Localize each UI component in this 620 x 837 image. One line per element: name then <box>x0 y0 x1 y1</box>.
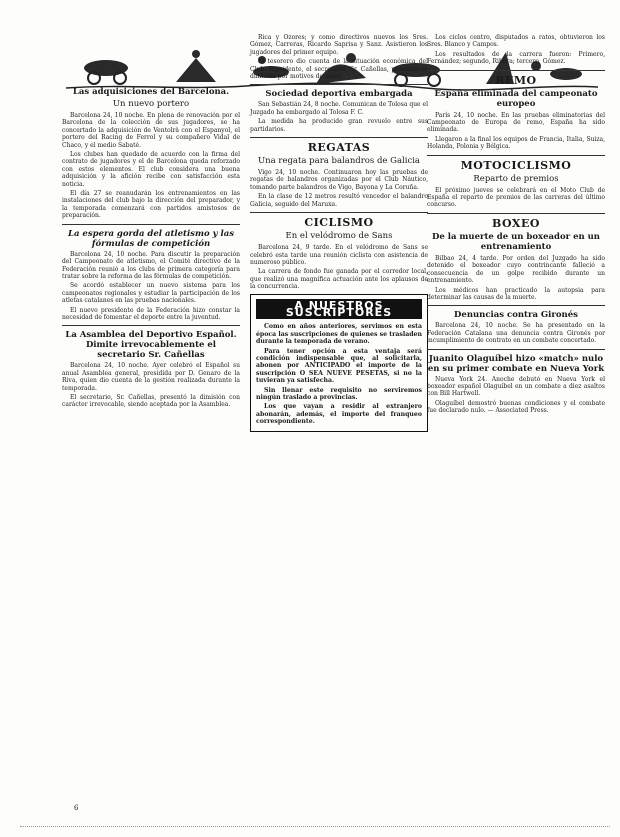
paragraph: La medida ha producido gran revuelo entre sus partidarios. <box>250 118 428 133</box>
divider <box>62 224 240 225</box>
paragraph: Barcelona 24, 10 noche. Se ha presentado en la Federación Catalana una denuncia contra Gironés por incumplimiento de contrato en un combate concertado. <box>427 322 605 345</box>
paragraph: San Sebastián 24, 8 noche. Comunican de Tolosa que el Juzgado ha embargado al Tolosa F. C. <box>250 101 428 116</box>
subhead-motociclismo: Reparto de premios <box>473 173 559 184</box>
paragraph: Los resultados de la carrera fueron: Primero, Fernández; segundo, Ribera; tercero, Gómez. <box>427 50 605 66</box>
paragraph: París 24, 10 noche. En las pruebas eliminatorias del Campeonato de Europa de remo, España ha sido eliminada. <box>427 111 605 134</box>
section-boxeo: BOXEO <box>492 216 540 230</box>
divider <box>250 212 428 213</box>
paragraph: Barcelona 24, 10 noche. Ayer celebró el Español su anual Asamblea general, presidida por D. Genaro de la Riva, quien dio cuenta de la gestión realizada durante la temporada. <box>62 362 240 392</box>
subhead-regatas: Una regata para balandros de Galicia <box>257 156 420 167</box>
column-right <box>427 34 605 417</box>
divider <box>250 137 428 138</box>
paragraph: Rica y Ozores; y como directivos nuevos los Sres. Gómez, Carreras, Ricardo Saprisa y Sanz. Asistieron los jugadores del primer equipo. <box>250 34 428 56</box>
footer-rule <box>20 826 610 833</box>
divider <box>427 349 605 350</box>
paragraph: Vigo 24, 10 noche. Continuaron hoy las pruebas de regatas de balandros organizadas por el Club Náutico, tomando parte balandros de Vigo, Bayona y La Coruña. <box>250 169 428 191</box>
paragraph: Se acordó establecer un nuevo sistema para los campeonatos regionales y estudiar la participación de los atletas catalanes en las pruebas nacionales. <box>62 282 240 305</box>
paragraph: Los que vayan a residir al extranjero abonarán, además, el importe del franqueo correspondiente. <box>256 403 422 426</box>
paragraph: Los clubes han quedado de acuerdo con la firma del contrato de jugadores y el de Barcelona queda reforzado con estos elementos. El club considera una buena adquisición y la afición recibe con satisfacción esta noticia. <box>62 151 240 188</box>
headline-atletismo: La espera gorda del atletismo y las fórmulas de competición <box>67 228 235 249</box>
section-remo: REMO <box>495 73 537 87</box>
paragraph: Para tener opción a esta ventaja será condición indispensable que, al solicitarla, abonen por ANTICIPADO el importe de la suscripción O SEA NUEVE PESETAS, si no la tuvieran ya satisfecha. <box>256 347 422 385</box>
divider <box>427 70 605 71</box>
paragraph: La carrera de fondo fue ganada por el corredor local, que realizó una magnífica actuación ante los aplausos de la concurrencia. <box>250 268 428 291</box>
paragraph: En la clase de 12 metros resultó vencedor el balandro Galicia, seguido del Maruxa. <box>250 193 428 208</box>
subhead-barcelona: Un nuevo portero <box>112 99 190 109</box>
divider <box>62 325 240 326</box>
paragraph: Olaguíbel demostró buenas condiciones y el combate fue declarado nulo. — Associated Press. <box>427 399 605 415</box>
headline-asamblea: La Asamblea del Deportivo Español. Dimite irrevocablemente el secretario Sr. Cañellas <box>65 330 237 361</box>
section-motociclismo: MOTOCICLISMO <box>460 158 572 172</box>
divider <box>427 155 605 156</box>
paragraph: El nuevo presidente de la Federación hizo constar la necesidad de fomentar el deporte entre la juventud. <box>62 306 240 321</box>
divider <box>250 84 428 85</box>
paragraph: Llegaron a la final los equipos de Francia, Italia, Suiza, Holanda, Polonia y Bélgica. <box>427 135 605 151</box>
subscribers-notice <box>250 294 428 432</box>
paragraph: El día 27 se reanudarán los entrenamientos en las instalaciones del club bajo la dirección del preparador, y la temporada comenzará con partidos amistosos de preparación. <box>62 190 240 220</box>
divider <box>427 213 605 214</box>
divider <box>427 305 605 306</box>
paragraph: Barcelona 24, 10 noche. Para discutir la preparación del Campeonato de atletismo, el Comité directivo de la Federación reunió a los clubs de primera categoría para tratar sobre la reforma de las fórmulas de competición. <box>62 250 240 280</box>
notice-title: A NUESTROS SUSCRIPTORES <box>256 299 422 320</box>
headline-sociedad: Sociedad deportiva embargada <box>265 89 413 100</box>
headline-olaguibel: Juanito Olaguíbel hizo «match» nulo en su primer combate en Nueva York <box>427 353 605 374</box>
subhead-ciclismo: En el velódromo de Sans <box>285 231 393 242</box>
paragraph: Los médicos han practicado la autopsia para determinar las causas de la muerte. <box>427 286 605 301</box>
column-left <box>62 84 240 411</box>
headline-girones: Denuncias contra Gironés <box>454 310 578 321</box>
headline-barcelona: Las adquisiciones del Barcelona. <box>72 87 230 97</box>
paragraph: Barcelona 24, 10 noche. En plena de renovación por el Barcelona de la colección de sus jugadores, se ha concertado la adquisición de Ventolrà con el Espanyol, el portero del Racing de Ferrol y su compañero Vidal de Chaco, y el medio Sabaté. <box>62 112 240 149</box>
section-ciclismo: CICLISMO <box>304 216 374 230</box>
page-marker: 6 <box>74 804 79 812</box>
paragraph: Nueva York 24. Anoche debutó en Nueva York el boxeador español Olaguíbel en un combate a diez asaltos con Bill Hartwell. <box>427 375 605 398</box>
paragraph: Los ciclos centro, disputados a ratos, obtuvieron los Sres. Blanco y Campos. <box>427 34 605 49</box>
paragraph: El tesorero dio cuenta de la situación económica del Club. Presidente, el secretario, Sr. Cañellas, presentó su dimisión por motivos de salud. <box>250 58 428 81</box>
paragraph: El secretario, Sr. Cañellas, presentó la dimisión con carácter irrevocable, siendo aceptada por la Asamblea. <box>62 393 240 409</box>
paragraph: El próximo jueves se celebrará en el Moto Club de España el reparto de premios de las carreras del último concurso. <box>427 186 605 209</box>
column-middle <box>250 34 428 435</box>
subhead-remo: España eliminada del campeonato europeo <box>434 88 598 109</box>
paragraph: Bilbao 24, 4 tarde. Por orden del Juzgado ha sido detenido el boxeador cuyo contrincante falleció a consecuencia de un golpe recibido durante un entrenamiento. <box>427 254 605 285</box>
paragraph: Sin llenar este requisito no serviremos ningún traslado a provincias. <box>256 386 422 401</box>
paragraph: Barcelona 24, 9 tarde. En el velódromo de Sans se celebró esta tarde una reunión ciclista con asistencia de numeroso público. <box>250 244 428 266</box>
subhead-boxeo: De la muerte de un boxeador en un entrenamiento <box>432 231 600 252</box>
section-regatas: REGATAS <box>307 141 371 155</box>
paragraph: Como en años anteriores, servimos en esta época las suscripciones de quienes se trasladen durante la temporada de verano. <box>256 323 422 346</box>
